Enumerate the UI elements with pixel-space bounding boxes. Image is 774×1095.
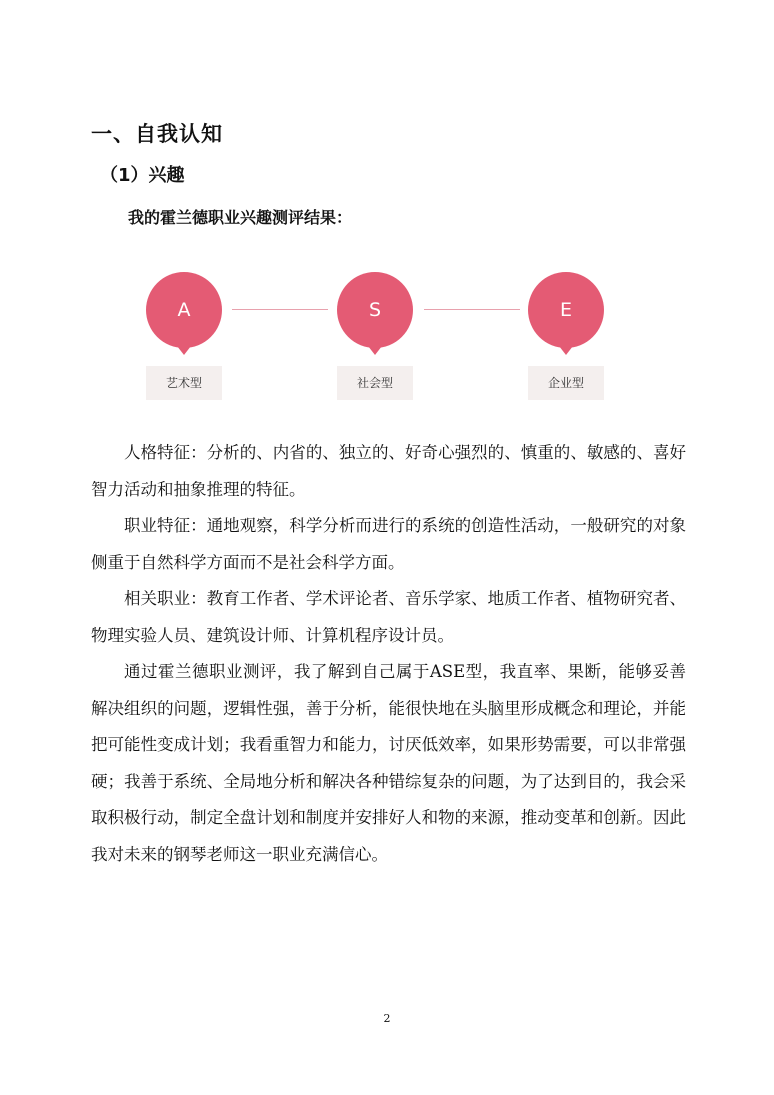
holland-node-a	[146, 272, 222, 355]
holland-label-a: 艺术型	[146, 366, 222, 400]
node-pointer	[559, 346, 573, 355]
node-circle: S	[337, 272, 413, 348]
paragraph-conclusion: 通过霍兰德职业测评，我了解到自己属于ASE型，我直率、果断，能够妥善解决组织的问题，逻辑性强，善于分析，能很快地在头脑里形成概念和理论，并能把可能性变成计划；我看重智力和能力，讨厌低效率，如果形势需要，可以非常强硬；我善于系统、全局地分析和解决各种错综复杂的问题，为了达到目的，我会采取积极行动，制定全盘计划和制度并安排好人和物的来源，推动变革和创新。因此我对未来的钢琴老师这一职业充满信心。	[91, 662, 686, 864]
node-pointer	[368, 346, 382, 355]
connector-line	[424, 309, 520, 310]
connector-line	[232, 309, 328, 310]
paragraph-related-careers: 相关职业：教育工作者、学术评论者、音乐学家、地质工作者、植物研究者、物理实验人员、建筑设计师、计算机程序设计员。	[91, 589, 686, 645]
node-circle: E	[528, 272, 604, 348]
paragraph-career-traits: 职业特征：通地观察，科学分析而进行的系统的创造性活动，一般研究的对象侧重于自然科学方面而不是社会科学方面。	[91, 516, 686, 572]
section-heading: 一、自我认知	[91, 122, 223, 146]
page-number: 2	[383, 1012, 391, 1025]
holland-diagram	[140, 264, 610, 404]
holland-label-e: 企业型	[528, 366, 604, 400]
subsection-heading: （1）兴趣	[100, 165, 185, 186]
holland-label-s: 社会型	[337, 366, 413, 400]
result-title: 我的霍兰德职业兴趣测评结果：	[128, 208, 353, 227]
holland-node-e	[528, 272, 604, 355]
node-circle: A	[146, 272, 222, 348]
holland-node-s	[337, 272, 413, 355]
node-pointer	[177, 346, 191, 355]
paragraph-personality: 人格特征：分析的、内省的、独立的、好奇心强烈的、慎重的、敏感的、喜好智力活动和抽象推理的特征。	[91, 443, 686, 499]
